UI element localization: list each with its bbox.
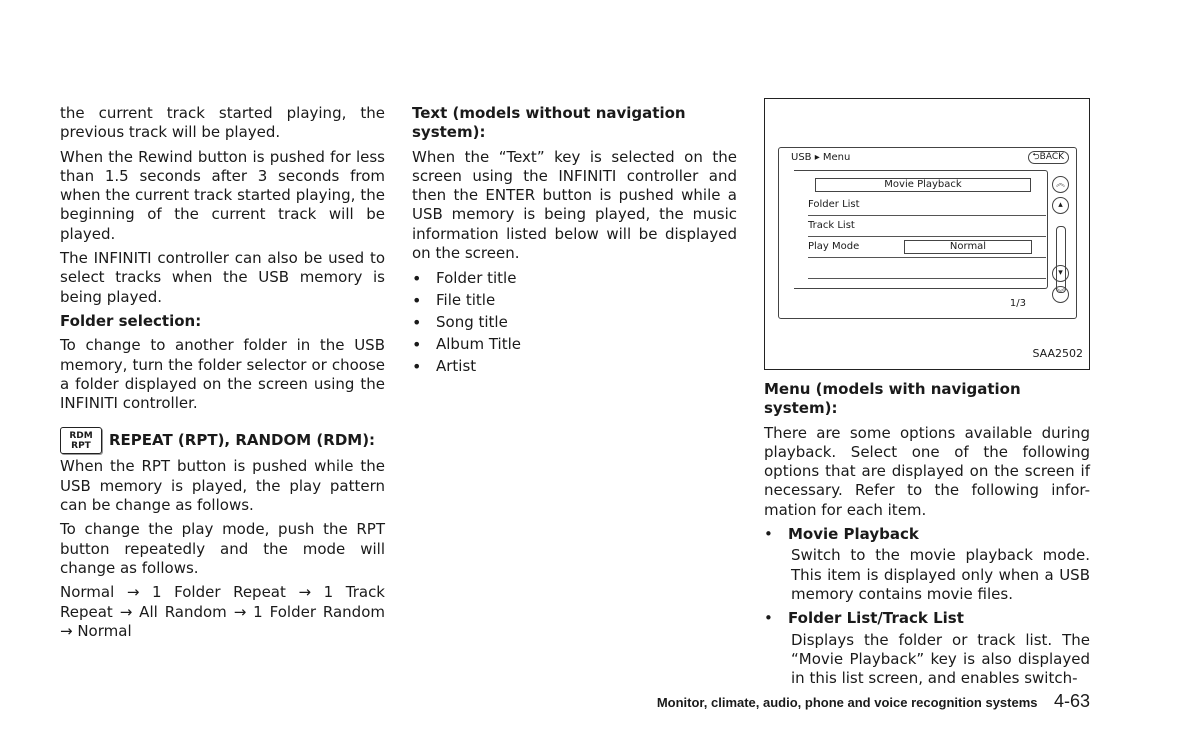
- down-icon: ▾: [1052, 265, 1069, 282]
- paragraph-rewind: When the Rewind button is pushed for less than 1.5 seconds after 3 seconds from when the current track started playing, the beginning of the current track will be played.: [60, 147, 385, 243]
- bullet-icon: •: [764, 525, 773, 544]
- paragraph-mode-sequence: Normal → 1 Folder Repeat → 1 Track Repeat → All Random → 1 Folder Random → Normal: [60, 583, 385, 640]
- bullet-movie-playback: • Movie Playback Switch to the movie playback mode. This item is displayed only when a USB memory contains movie files.: [764, 525, 1090, 603]
- back-arrow-icon: ⮌: [1032, 152, 1040, 162]
- screen-title: USB ▸ Menu: [791, 152, 851, 163]
- play-mode-value: Normal: [904, 240, 1032, 254]
- list-item: • Artist: [412, 356, 737, 378]
- usb-menu-screen: [778, 147, 1077, 319]
- double-down-icon: ︾: [1052, 286, 1069, 303]
- menu-row-play-mode: Play Mode Normal: [808, 237, 1046, 258]
- left-column: [60, 104, 385, 646]
- figure-code: SAA2502: [1032, 346, 1083, 360]
- menu-row-folder-list: Folder List: [808, 195, 1046, 216]
- heading-repeat-random: [60, 427, 385, 454]
- scrollbar-track: [1056, 226, 1066, 293]
- list-item: • Album Title: [412, 334, 737, 356]
- music-info-list: [412, 268, 737, 377]
- paragraph-play-mode: To change the play mode, push the RPT button repeatedly and the mode will change as follows.: [60, 520, 385, 577]
- double-up-icon: ︽: [1052, 176, 1069, 193]
- paragraph-text-key: When the “Text” key is selected on the screen using the INFINITI controller and then the ENTER button is pushed while a USB memory is being played, the music information listed below will be displayed on the screen.: [412, 147, 737, 263]
- menu-row-empty: [808, 258, 1046, 279]
- middle-column: [412, 104, 737, 377]
- movie-playback-key: Movie Playback: [815, 178, 1031, 192]
- heading-folder-selection: Folder selection:: [60, 311, 202, 330]
- menu-row-track-list: Track List: [808, 216, 1046, 237]
- back-button: ⮌BACK: [1028, 151, 1069, 164]
- page-number: 4-63: [1053, 691, 1090, 711]
- up-icon: ▴: [1052, 197, 1069, 214]
- right-column: [764, 98, 1090, 688]
- usb-menu-figure: [764, 98, 1090, 370]
- page-footer: [600, 691, 1090, 712]
- paragraph-controller: The INFINITI controller can also be used to select tracks when the USB memory is being played.: [60, 249, 385, 306]
- list-item: • Folder title: [412, 268, 737, 290]
- menu-panel: [794, 170, 1048, 289]
- paragraph-rpt-button: When the RPT button is pushed while the USB memory is played, the play pattern can be change as follows.: [60, 457, 385, 515]
- list-item: • Song title: [412, 312, 737, 334]
- heading-text-models: Text (models without navigation system):: [412, 104, 686, 142]
- paragraph-previous-track: the current track started playing, the previous track will be played.: [60, 104, 385, 142]
- paragraph-menu-options: There are some options available during playback. Select one of the following options that are displayed on the screen if necessary. Refer to the following infor-mation for each item.: [764, 423, 1090, 519]
- heading-repeat-random-text: REPEAT (RPT), RANDOM (RDM):: [109, 431, 376, 450]
- heading-menu-models: Menu (models with navigation system):: [764, 380, 1021, 418]
- page-indicator: 1/3: [1009, 298, 1026, 309]
- paragraph-folder-selection: To change to another folder in the USB memory, turn the folder selector or choose a folder displayed on the screen using the INFINITI controller.: [60, 336, 385, 413]
- bullet-icon: •: [764, 609, 773, 628]
- rdm-rpt-button-icon: RDM RPT: [60, 427, 102, 454]
- list-item: • File title: [412, 290, 737, 312]
- section-title: Monitor, climate, audio, phone and voice recognition systems: [656, 695, 1038, 710]
- bullet-folder-track-list: • Folder List/Track List Displays the folder or track list. The “Movie Playback” key is also displayed in this list screen, and enables switch-: [764, 609, 1090, 688]
